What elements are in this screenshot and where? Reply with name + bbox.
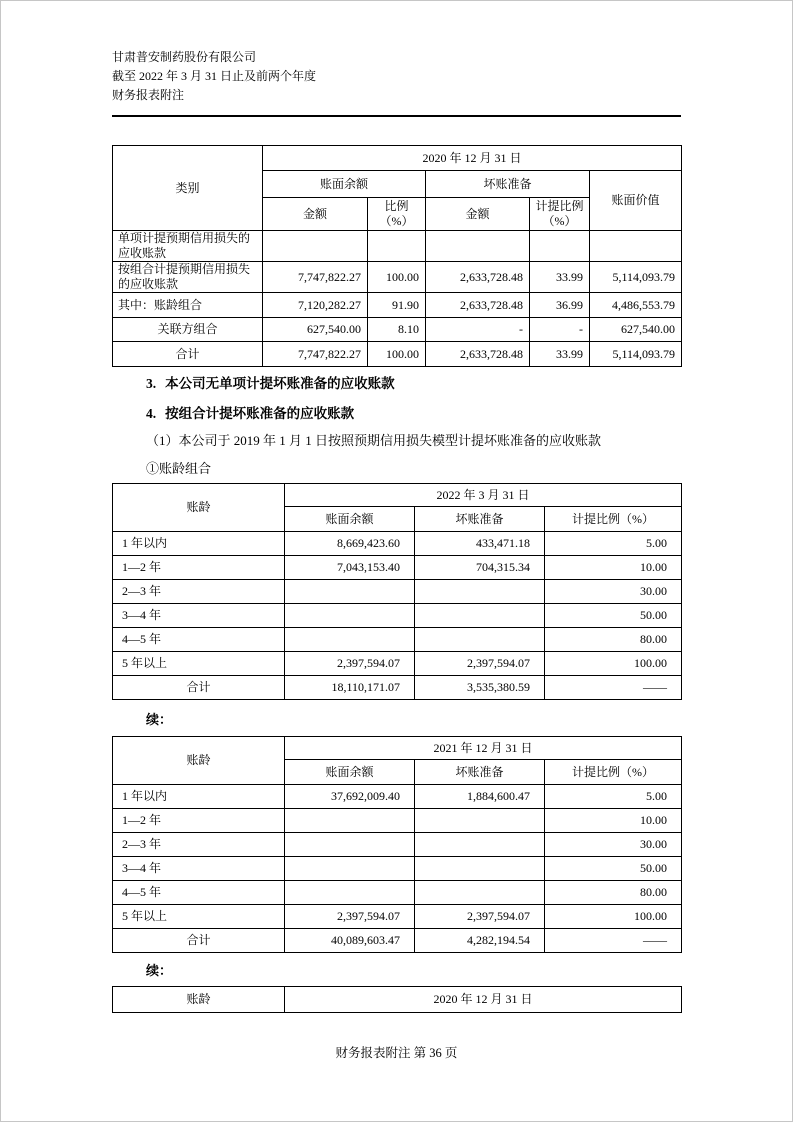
page-footer: 财务报表附注 第 36 页	[335, 1046, 458, 1060]
cell-age: 4—5 年	[113, 881, 285, 905]
col-header-baddebt: 坏账准备	[415, 507, 545, 532]
cell	[415, 580, 545, 604]
cell: ——	[545, 676, 682, 700]
table-row	[113, 532, 682, 556]
cell: 7,747,822.27	[263, 262, 368, 293]
cell-age: 2—3 年	[113, 580, 285, 604]
cell-age: 3—4 年	[113, 604, 285, 628]
cell	[415, 833, 545, 857]
cell: 100.00	[368, 262, 426, 293]
cell: 5,114,093.79	[590, 262, 682, 293]
cell	[415, 857, 545, 881]
cell	[285, 809, 415, 833]
cell: 80.00	[545, 628, 682, 652]
col-header-age: 账龄	[113, 484, 285, 532]
col-header-amount: 金额	[426, 198, 530, 231]
cell-age: 5 年以上	[113, 905, 285, 929]
cell: 433,471.18	[415, 532, 545, 556]
table-row	[113, 231, 682, 262]
table-total-row	[113, 929, 682, 953]
table-row	[113, 580, 682, 604]
cell: 100.00	[368, 342, 426, 367]
cell: 2,397,594.07	[285, 905, 415, 929]
cell-age: 1 年以内	[113, 532, 285, 556]
cell: 2,397,594.07	[285, 652, 415, 676]
cell: ——	[545, 929, 682, 953]
table-row	[113, 785, 682, 809]
cell: 2,397,594.07	[415, 652, 545, 676]
cell: -	[530, 318, 590, 342]
cell-age: 合计	[113, 929, 285, 953]
cell: 91.90	[368, 293, 426, 318]
col-header-age: 账龄	[113, 987, 285, 1013]
cell-age: 合计	[113, 676, 285, 700]
cell-age: 3—4 年	[113, 857, 285, 881]
cell	[285, 881, 415, 905]
section-number: 3.	[146, 376, 157, 391]
cell: 4,486,553.79	[590, 293, 682, 318]
table-row	[113, 293, 682, 318]
table-row	[113, 628, 682, 652]
cell: 8,669,423.60	[285, 532, 415, 556]
table-total-row	[113, 342, 682, 367]
col-header-amount: 金额	[263, 198, 368, 231]
col-header-provision-ratio: 计提比例（%）	[530, 198, 590, 231]
cell: 704,315.34	[415, 556, 545, 580]
table-row	[113, 604, 682, 628]
date-header: 2020 年 12 月 31 日	[263, 146, 682, 171]
cell: 7,120,282.27	[263, 293, 368, 318]
header-rule	[112, 115, 681, 117]
aging-2021-table	[112, 736, 682, 953]
document-header	[112, 48, 316, 105]
cell	[426, 231, 530, 262]
cell: 50.00	[545, 604, 682, 628]
cell	[415, 628, 545, 652]
cell: 18,110,171.07	[285, 676, 415, 700]
cell	[285, 580, 415, 604]
cell: 3,535,380.59	[415, 676, 545, 700]
cell	[285, 604, 415, 628]
table-row	[113, 318, 682, 342]
section-title: 本公司无单项计提坏账准备的应收账款	[165, 376, 395, 391]
cell-age: 1—2 年	[113, 556, 285, 580]
col-header-baddebt: 坏账准备	[415, 760, 545, 785]
date-header: 2020 年 12 月 31 日	[285, 987, 682, 1013]
cell: 100.00	[545, 652, 682, 676]
cell: 2,397,594.07	[415, 905, 545, 929]
cell: -	[426, 318, 530, 342]
paragraph-aging-group: ①账龄组合	[146, 461, 212, 476]
table-total-row	[113, 676, 682, 700]
receivables-2020-category-table	[112, 145, 682, 367]
col-header-provision-ratio: 计提比例（%）	[545, 507, 682, 532]
table-header-row	[113, 737, 682, 760]
cell	[590, 231, 682, 262]
continued-label: 续：	[146, 712, 173, 727]
cell-age: 2—3 年	[113, 833, 285, 857]
cell: 8.10	[368, 318, 426, 342]
cell: 4,282,194.54	[415, 929, 545, 953]
cell: 5,114,093.79	[590, 342, 682, 367]
col-header-baddebt-group: 坏账准备	[426, 171, 590, 198]
cell: 100.00	[545, 905, 682, 929]
table-header-row	[113, 146, 682, 171]
cell: 30.00	[545, 833, 682, 857]
cell	[263, 231, 368, 262]
cell: 37,692,009.40	[285, 785, 415, 809]
cell: 7,043,153.40	[285, 556, 415, 580]
paragraph-ecl-model: （1）本公司于 2019 年 1 月 1 日按照预期信用损失模型计提坏账准备的应收账款	[146, 433, 602, 448]
cell-age: 4—5 年	[113, 628, 285, 652]
date-header: 2022 年 3 月 31 日	[285, 484, 682, 507]
col-header-balance: 账面余额	[285, 507, 415, 532]
section-heading-3	[146, 372, 395, 392]
col-header-ratio: 比例（%）	[368, 198, 426, 231]
continued-label: 续：	[146, 963, 173, 978]
cell: 2,633,728.48	[426, 342, 530, 367]
cell-category: 合计	[113, 342, 263, 367]
cell-category: 单项计提预期信用损失的应收账款	[113, 231, 263, 262]
cell: 33.99	[530, 342, 590, 367]
cell: 2,633,728.48	[426, 262, 530, 293]
table-header-row	[113, 484, 682, 507]
cell	[368, 231, 426, 262]
cell: 1,884,600.47	[415, 785, 545, 809]
cell: 627,540.00	[263, 318, 368, 342]
cell	[415, 604, 545, 628]
cell: 50.00	[545, 857, 682, 881]
table-row	[113, 833, 682, 857]
company-name: 甘肃普安制药股份有限公司	[112, 50, 257, 64]
cell: 5.00	[545, 785, 682, 809]
aging-2020-table-partial	[112, 986, 682, 1013]
col-header-category: 类别	[113, 146, 263, 231]
cell-category: 其中：账龄组合	[113, 293, 263, 318]
cell: 36.99	[530, 293, 590, 318]
table-row	[113, 881, 682, 905]
cell: 7,747,822.27	[263, 342, 368, 367]
cell	[285, 833, 415, 857]
table-header-row	[113, 987, 682, 1013]
cell: 80.00	[545, 881, 682, 905]
document-title: 财务报表附注	[112, 88, 185, 102]
cell: 40,089,603.47	[285, 929, 415, 953]
aging-2022-table	[112, 483, 682, 700]
cell	[285, 628, 415, 652]
cell-age: 5 年以上	[113, 652, 285, 676]
cell: 2,633,728.48	[426, 293, 530, 318]
report-period: 截至 2022 年 3 月 31 日止及前两个年度	[112, 69, 317, 83]
table-row	[113, 905, 682, 929]
cell-age: 1—2 年	[113, 809, 285, 833]
cell-category: 按组合计提预期信用损失的应收账款	[113, 262, 263, 293]
cell: 5.00	[545, 532, 682, 556]
section-number: 4.	[146, 406, 157, 421]
section-title: 按组合计提坏账准备的应收账款	[165, 406, 355, 421]
cell	[415, 881, 545, 905]
cell: 10.00	[545, 556, 682, 580]
cell: 10.00	[545, 809, 682, 833]
cell: 30.00	[545, 580, 682, 604]
cell: 627,540.00	[590, 318, 682, 342]
table-row	[113, 809, 682, 833]
cell-category: 关联方组合	[113, 318, 263, 342]
col-header-provision-ratio: 计提比例（%）	[545, 760, 682, 785]
cell	[415, 809, 545, 833]
cell: 33.99	[530, 262, 590, 293]
cell-age: 1 年以内	[113, 785, 285, 809]
col-header-balance: 账面余额	[285, 760, 415, 785]
table-row	[113, 652, 682, 676]
col-header-balance-group: 账面余额	[263, 171, 426, 198]
section-heading-4	[146, 402, 354, 422]
cell	[285, 857, 415, 881]
col-header-age: 账龄	[113, 737, 285, 785]
col-header-book-value: 账面价值	[590, 171, 682, 231]
cell	[530, 231, 590, 262]
table-row	[113, 556, 682, 580]
table-row	[113, 857, 682, 881]
date-header: 2021 年 12 月 31 日	[285, 737, 682, 760]
table-row	[113, 262, 682, 293]
